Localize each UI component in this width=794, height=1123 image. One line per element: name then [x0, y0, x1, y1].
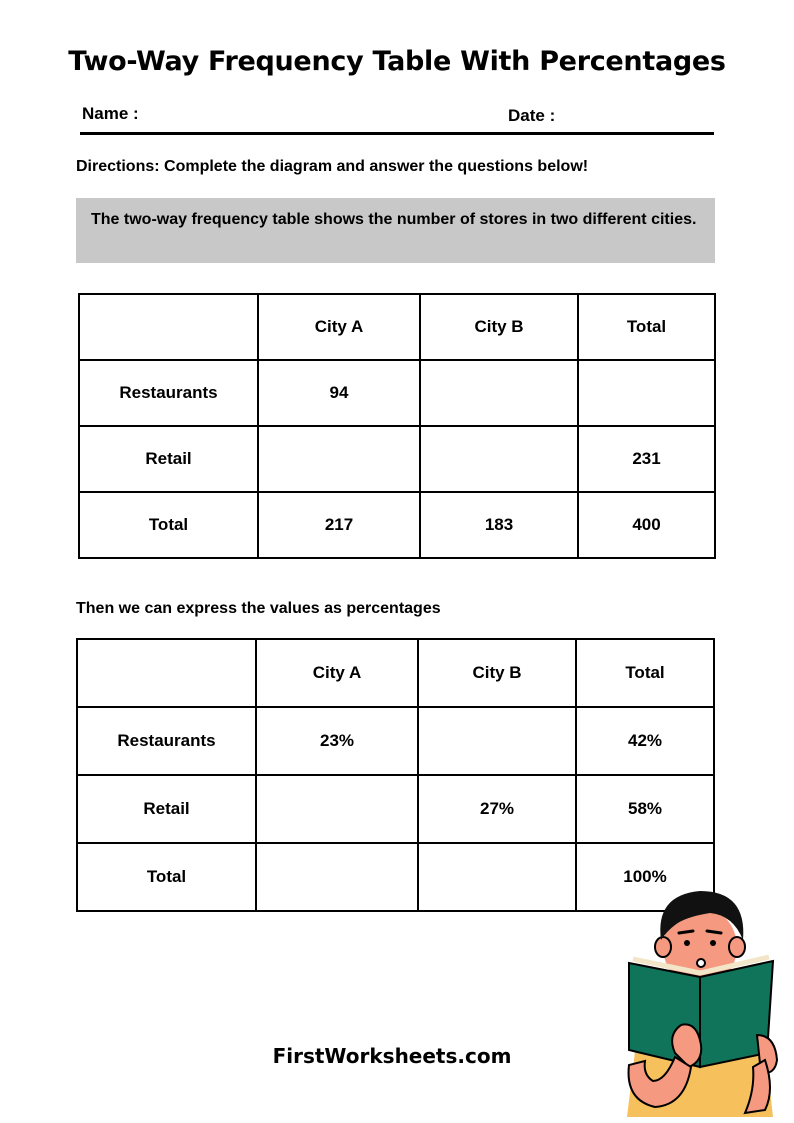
table-cell [420, 426, 578, 492]
row-label-cell: Restaurants [77, 707, 256, 775]
table-cell [79, 294, 258, 360]
table-cell: 23% [256, 707, 418, 775]
table-cell: 94 [258, 360, 420, 426]
table-cell [258, 426, 420, 492]
table-cell: 400 [578, 492, 715, 558]
table-row [79, 426, 715, 492]
table-cell: 100% [576, 843, 714, 911]
table-row [79, 492, 715, 558]
table-cell: 58% [576, 775, 714, 843]
table-cell [256, 843, 418, 911]
table-row [77, 707, 714, 775]
table-header-cell: City B [420, 294, 578, 360]
then-text: Then we can express the values as percentages [76, 600, 441, 617]
table-cell [578, 360, 715, 426]
table-header-row [79, 294, 715, 360]
row-label-cell: Total [77, 843, 256, 911]
header-rule [80, 132, 714, 135]
note-text: The two-way frequency table shows the number of stores in two different cities. [91, 211, 697, 228]
table-cell [418, 843, 576, 911]
table-cell [256, 775, 418, 843]
table-header-cell: Total [578, 294, 715, 360]
table-cell: 42% [576, 707, 714, 775]
table-cell: 217 [258, 492, 420, 558]
date-label: Date : [508, 106, 556, 125]
row-label-cell: Restaurants [79, 360, 258, 426]
table-cell [418, 707, 576, 775]
reading-child-icon [615, 885, 785, 1117]
footer-brand: FirstWorksheets.com [272, 1044, 512, 1068]
table-cell: 27% [418, 775, 576, 843]
table-cell: 231 [578, 426, 715, 492]
name-label: Name : [82, 104, 139, 123]
percentage-table [76, 638, 715, 912]
frequency-table [78, 293, 716, 559]
table-row [79, 360, 715, 426]
table-cell [420, 360, 578, 426]
page-title: Two-Way Frequency Table With Percentages [68, 46, 726, 77]
table-cell [77, 639, 256, 707]
table-header-row [77, 639, 714, 707]
table-header-cell: Total [576, 639, 714, 707]
row-label-cell: Retail [79, 426, 258, 492]
table-header-cell: City A [256, 639, 418, 707]
directions-text: Directions: Complete the diagram and answer the questions below! [76, 158, 589, 175]
note-box [76, 198, 715, 263]
row-label-cell: Total [79, 492, 258, 558]
table-row [77, 775, 714, 843]
table-header-cell: City A [258, 294, 420, 360]
row-label-cell: Retail [77, 775, 256, 843]
table-header-cell: City B [418, 639, 576, 707]
table-cell: 183 [420, 492, 578, 558]
